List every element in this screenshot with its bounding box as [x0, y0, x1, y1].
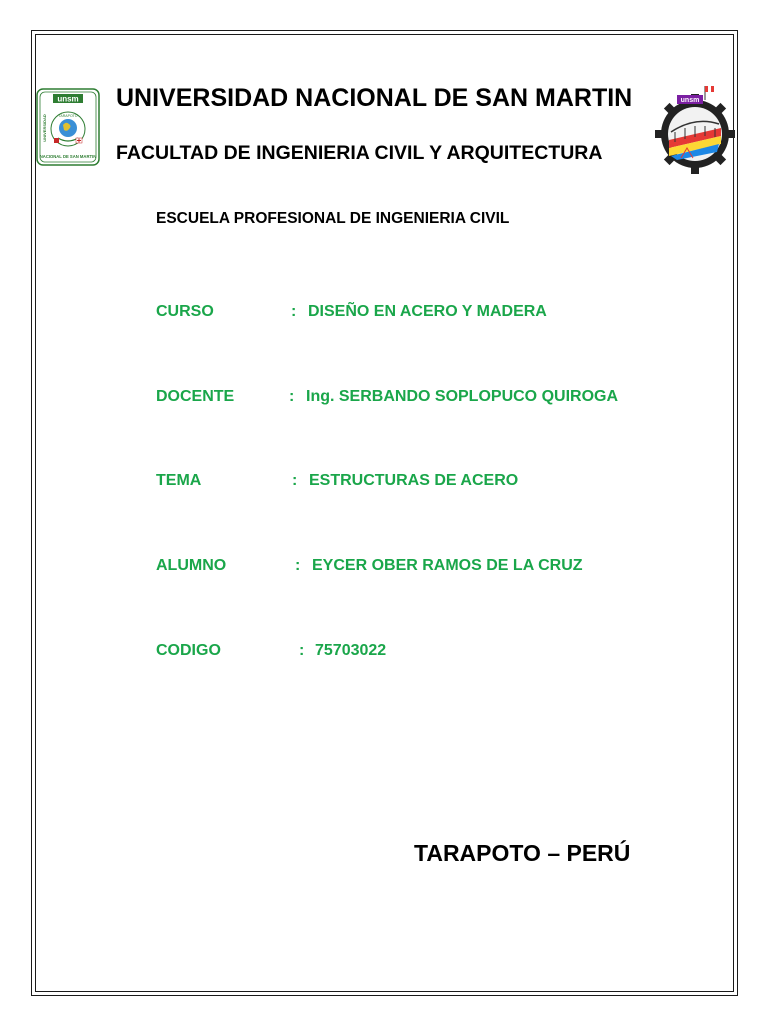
field-value: ESTRUCTURAS DE ACERO — [309, 472, 519, 489]
field-value: EYCER OBER RAMOS DE LA CRUZ — [312, 557, 583, 574]
field-separator: : — [295, 557, 301, 574]
field-label: DOCENTE — [156, 388, 235, 405]
field-separator: : — [299, 642, 305, 659]
faculty-gear-emblem-icon — [655, 84, 735, 174]
svg-text:TARAPOTO: TARAPOTO — [58, 114, 78, 118]
unsm-university-seal-icon — [36, 88, 100, 166]
svg-text:unsm: unsm — [680, 97, 700, 104]
field-label: TEMA — [156, 472, 202, 489]
field-value: DISEÑO EN ACERO Y MADERA — [308, 303, 547, 320]
field-separator: : — [292, 472, 298, 489]
field-separator: : — [289, 388, 295, 405]
field-value: 75703022 — [315, 642, 387, 659]
school-title: ESCUELA PROFESIONAL DE INGENIERIA CIVIL — [156, 210, 510, 227]
field-label: CURSO — [156, 303, 214, 320]
location-footer: TARAPOTO – PERÚ — [414, 840, 631, 866]
svg-text:UNIVERSIDAD: UNIVERSIDAD — [42, 114, 47, 142]
svg-text:NACIONAL DE SAN MARTIN: NACIONAL DE SAN MARTIN — [39, 154, 97, 159]
field-label: CODIGO — [156, 642, 221, 659]
field-value: Ing. SERBANDO SOPLOPUCO QUIROGA — [306, 388, 619, 405]
svg-text:unsm: unsm — [57, 94, 79, 104]
faculty-title: FACULTAD DE INGENIERIA CIVIL Y ARQUITECTURA — [116, 142, 603, 164]
field-label: ALUMNO — [156, 557, 227, 574]
field-separator: : — [291, 303, 297, 320]
university-title: UNIVERSIDAD NACIONAL DE SAN MARTIN — [116, 84, 633, 112]
